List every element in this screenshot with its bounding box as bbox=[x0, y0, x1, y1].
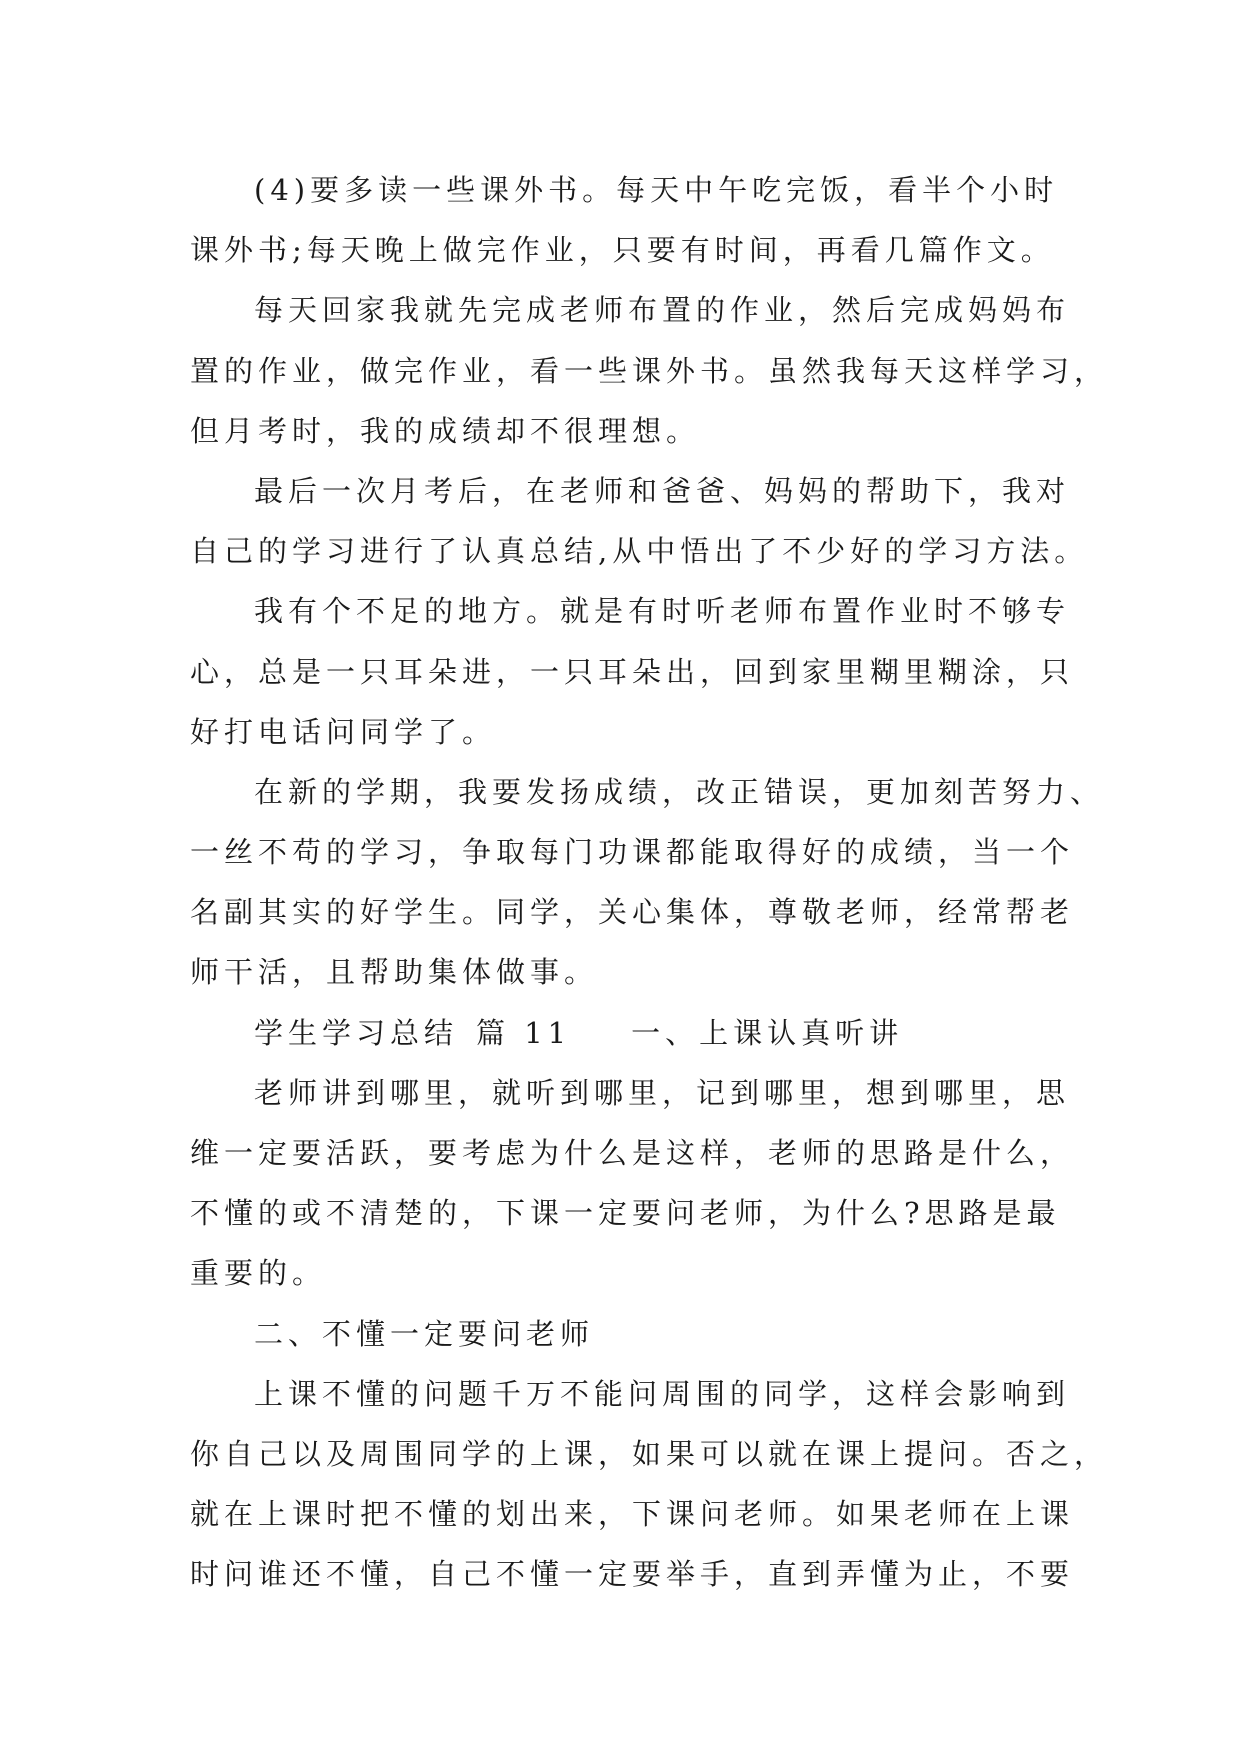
document-body bbox=[190, 160, 1109, 1605]
heading-section-number: 篇 11 bbox=[476, 1015, 572, 1050]
paragraph-line: 好打电话问同学了。 bbox=[190, 714, 497, 749]
section-heading bbox=[190, 1003, 1060, 1063]
paragraph-line: 你自己以及周围同学的上课，如果可以就在课上提问。否之， bbox=[190, 1436, 1109, 1471]
paragraph-line: 心，总是一只耳朵进，一只耳朵出，回到家里糊里糊涂，只 bbox=[190, 654, 1075, 689]
heading-subtitle: 一、上课认真听讲 bbox=[631, 1015, 904, 1050]
paragraph-line: 在新的学期，我要发扬成绩，改正错误，更加刻苦努力、 bbox=[254, 774, 1105, 809]
paragraph-line: 每天回家我就先完成老师布置的作业，然后完成妈妈布 bbox=[254, 293, 1071, 328]
paragraph-line: 师干活，且帮助集体做事。 bbox=[190, 955, 599, 990]
paragraph-line: 课外书;每天晚上做完作业，只要有时间，再看几篇作文。 bbox=[190, 233, 1055, 268]
paragraph-line: 维一定要活跃，要考虑为什么是这样，老师的思路是什么， bbox=[190, 1136, 1075, 1170]
heading-title: 学生学习总结 bbox=[254, 1015, 459, 1050]
paragraph-line: 一丝不苟的学习，争取每门功课都能取得好的成绩，当一个 bbox=[190, 835, 1075, 870]
paragraph-line: 自己的学习进行了认真总结,从中悟出了不少好的学习方法。 bbox=[190, 534, 1089, 569]
paragraph-line: 不懂的或不清楚的，下课一定要问老师，为什么?思路是最 bbox=[190, 1196, 1061, 1231]
paragraph-line: 老师讲到哪里，就听到哪里，记到哪里，想到哪里，思 bbox=[254, 1075, 1071, 1110]
paragraph-line: 最后一次月考后，在老师和爸爸、妈妈的帮助下，我对 bbox=[254, 473, 1071, 508]
paragraph-line: 重要的。 bbox=[190, 1256, 327, 1291]
paragraph-line: 就在上课时把不懂的划出来，下课问老师。如果老师在上课 bbox=[190, 1497, 1075, 1532]
paragraph-line: 我有个不足的地方。就是有时听老师布置作业时不够专 bbox=[254, 594, 1071, 629]
paragraph-line: (4)要多读一些课外书。每天中午吃完饭，看半个小时 bbox=[254, 173, 1059, 207]
subheading-line: 二、不懂一定要问老师 bbox=[254, 1316, 595, 1351]
paragraph-line: 但月考时，我的成绩却不很理想。 bbox=[190, 413, 701, 448]
paragraph-line: 时问谁还不懂，自己不懂一定要举手，直到弄懂为止，不要 bbox=[190, 1557, 1075, 1592]
paragraph-line: 置的作业，做完作业，看一些课外书。虽然我每天这样学习， bbox=[190, 353, 1109, 388]
paragraph-line: 名副其实的好学生。同学，关心集体，尊敬老师，经常帮老 bbox=[190, 895, 1075, 930]
paragraph-line: 上课不懂的问题千万不能问周围的同学，这样会影响到 bbox=[254, 1376, 1071, 1411]
